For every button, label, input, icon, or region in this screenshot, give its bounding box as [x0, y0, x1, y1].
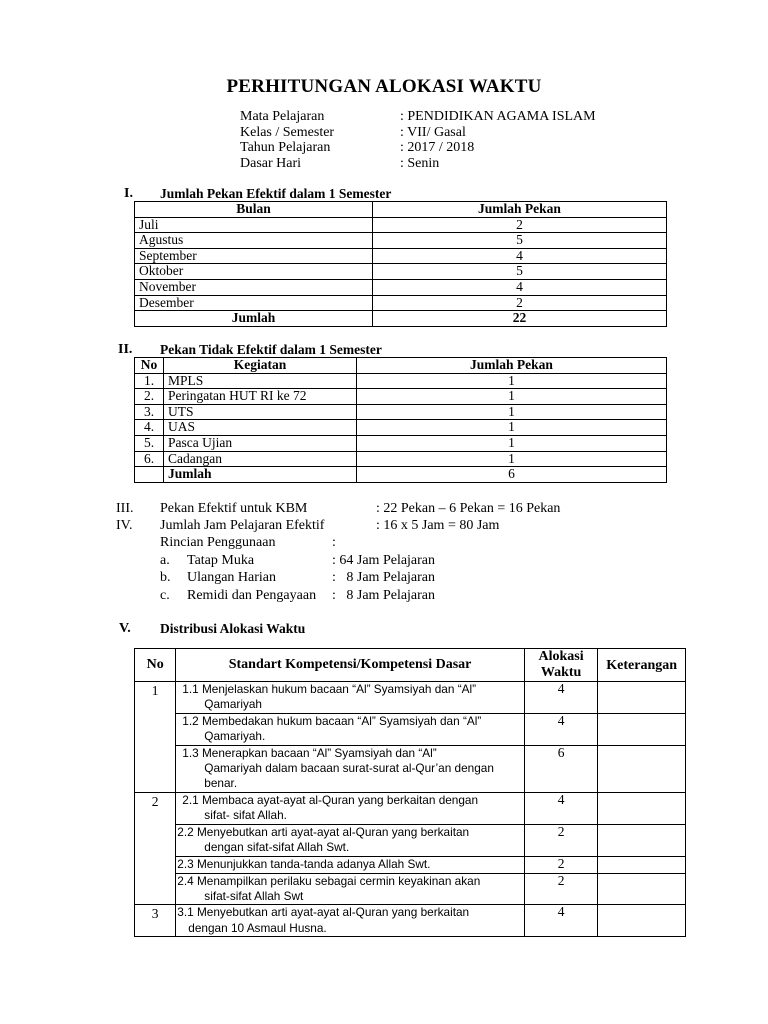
rincian-item-label: Tatap Muka [187, 553, 255, 568]
cell-pekan: 1 [357, 404, 667, 420]
meta-label: Kelas / Semester [240, 124, 335, 140]
header-bulan: Bulan [135, 202, 373, 218]
table-header-row [135, 649, 686, 682]
section-3-value: : 22 Pekan – 6 Pekan = 16 Pekan [376, 501, 561, 516]
header-alokasi [524, 649, 598, 682]
meta-row-dasar-hari [240, 156, 596, 172]
cell-no: 2 [135, 792, 176, 905]
cell-keterangan [598, 682, 686, 714]
cell-no: 2. [135, 389, 164, 405]
table-row [135, 435, 667, 451]
section-1-number: I. [124, 186, 133, 201]
table-row [135, 824, 686, 856]
cell-bulan: Desember [135, 295, 373, 311]
section-5-title: Distribusi Alokasi Waktu [160, 621, 306, 636]
table-row [135, 373, 667, 389]
header-jumlah-pekan: Jumlah Pekan [373, 202, 667, 218]
cell-kd [176, 824, 525, 856]
kd-line1: 2.2 Menyebutkan arti ayat-ayat al-Quran yang berkaitan [177, 824, 470, 839]
cell-alokasi: 4 [524, 905, 598, 937]
cell-pekan: 5 [373, 233, 667, 249]
rincian-item-value: : 64 Jam Pelajaran [332, 553, 436, 568]
cell-alokasi: 4 [524, 792, 598, 824]
rincian-item-label: Remidi dan Pengayaan [187, 588, 317, 603]
rincian-letter: c. [160, 588, 170, 603]
kd-line1: 1.3 Menerapkan bacaan “Al” Syamsiyah dan “Al” [182, 745, 437, 760]
rincian-item-value: : 8 Jam Pelajaran [332, 588, 436, 603]
kd-line1: 3.1 Menyebutkan arti ayat-ayat al-Quran yang berkaitan [177, 905, 470, 920]
kd-line2: dengan sifat-sifat Allah Swt. [204, 840, 350, 855]
section-3-label: Pekan Efektif untuk KBM [160, 501, 308, 516]
section-2-title: Pekan Tidak Efektif dalam 1 Semester [160, 342, 382, 357]
kd-line1: 2.3 Menunjukkan tanda-tanda adanya Allah Swt. [177, 856, 431, 871]
table-row [135, 451, 667, 467]
meta-row-mata-pelajaran [240, 109, 596, 125]
cell-kd [176, 682, 525, 714]
cell-alokasi: 2 [524, 873, 598, 905]
table-row [135, 745, 686, 792]
cell-keterangan [598, 745, 686, 792]
cell-bulan: November [135, 279, 373, 295]
section-1-title: Jumlah Pekan Efektif dalam 1 Semester [160, 186, 392, 201]
section-4-value: : 16 x 5 Jam = 80 Jam [376, 518, 500, 533]
kd-line2: sifat-sifat Allah Swt [204, 889, 304, 904]
cell-alokasi: 2 [524, 824, 598, 856]
table-row [135, 217, 667, 233]
table-row [135, 295, 667, 311]
table-row [135, 279, 667, 295]
kd-line2: Qamariyah dalam bacaan surat-surat al-Qur’an dengan [204, 761, 494, 776]
document-title: PERHITUNGAN ALOKASI WAKTU [226, 76, 542, 97]
meta-label: Tahun Pelajaran [240, 140, 331, 155]
total-value: 6 [357, 467, 667, 483]
section-3-number: III. [116, 501, 134, 516]
section-5-number: V. [119, 621, 131, 636]
cell-empty [135, 467, 164, 483]
total-value: 22 [373, 311, 667, 327]
cell-kegiatan: UTS [164, 404, 357, 420]
rincian-label: Rincian Penggunaan [160, 535, 276, 550]
cell-alokasi: 2 [524, 856, 598, 873]
cell-kd [176, 713, 525, 745]
cell-bulan: Agustus [135, 233, 373, 249]
total-label: Jumlah [135, 311, 373, 327]
table-row [135, 856, 686, 873]
section-4-label: Jumlah Jam Pelajaran Efektif [160, 518, 325, 533]
header-alokasi-line1: Alokasi [538, 649, 584, 664]
cell-kd [176, 873, 525, 905]
section-4-number: IV. [116, 518, 133, 533]
cell-no: 3 [135, 905, 176, 937]
header-no: No [135, 649, 176, 682]
cell-keterangan [598, 713, 686, 745]
table-row [135, 873, 686, 905]
distribusi-table [134, 648, 686, 937]
cell-bulan: Oktober [135, 264, 373, 280]
table-row [135, 682, 686, 714]
meta-row-tahun [240, 140, 596, 156]
cell-no: 3. [135, 404, 164, 420]
table-header-row [135, 358, 667, 374]
rincian-letter: a. [160, 553, 170, 568]
cell-keterangan [598, 792, 686, 824]
document-meta [240, 109, 596, 171]
kd-line2: Qamariyah [204, 697, 262, 712]
cell-kd [176, 856, 525, 873]
table-row [135, 389, 667, 405]
cell-pekan: 4 [373, 279, 667, 295]
cell-kegiatan: Cadangan [164, 451, 357, 467]
table-row [135, 233, 667, 249]
cell-pekan: 2 [373, 295, 667, 311]
kd-line1: 2.1 Membaca ayat-ayat al-Quran yang berkaitan dengan [182, 792, 479, 807]
rincian-colon: : [332, 535, 336, 550]
cell-kegiatan: UAS [164, 420, 357, 436]
meta-value: : Senin [400, 155, 440, 171]
kd-line2: sifat- sifat Allah. [204, 808, 287, 823]
cell-alokasi: 4 [524, 682, 598, 714]
cell-bulan: September [135, 248, 373, 264]
pekan-efektif-table [134, 201, 667, 327]
table-header-row [135, 202, 667, 218]
kd-line3: benar. [204, 776, 238, 791]
rincian-letter: b. [160, 570, 171, 585]
table-row [135, 404, 667, 420]
rincian-item-label: Ulangan Harian [187, 570, 277, 585]
header-no: No [135, 358, 164, 374]
cell-bulan: Juli [135, 217, 373, 233]
cell-pekan: 1 [357, 420, 667, 436]
table-total-row [135, 311, 667, 327]
kd-line1: 2.4 Menampilkan perilaku sebagai cermin keyakinan akan [177, 873, 481, 888]
rincian-item-value: : 8 Jam Pelajaran [332, 570, 436, 585]
cell-kegiatan: Pasca Ujian [164, 435, 357, 451]
meta-value: : 2017 / 2018 [400, 140, 475, 155]
header-sk: Standart Kompetensi/Kompetensi Dasar [176, 649, 525, 682]
total-label: Jumlah [164, 467, 357, 483]
cell-pekan: 2 [373, 217, 667, 233]
cell-pekan: 1 [357, 435, 667, 451]
cell-kd [176, 792, 525, 824]
cell-no: 1. [135, 373, 164, 389]
cell-no: 4. [135, 420, 164, 436]
cell-kegiatan: MPLS [164, 373, 357, 389]
table-row [135, 264, 667, 280]
cell-keterangan [598, 824, 686, 856]
kd-line2: Qamariyah. [204, 729, 266, 744]
kd-line2: dengan 10 Asmaul Husna. [188, 920, 327, 935]
cell-alokasi: 6 [524, 745, 598, 792]
header-keterangan: Keterangan [598, 649, 686, 682]
cell-kd [176, 905, 525, 937]
table-row [135, 905, 686, 937]
meta-label: Mata Pelajaran [240, 109, 325, 124]
meta-value: : VII/ Gasal [400, 124, 466, 140]
table-row [135, 792, 686, 824]
cell-alokasi: 4 [524, 713, 598, 745]
cell-pekan: 1 [357, 389, 667, 405]
header-alokasi-line2: Waktu [540, 665, 582, 680]
cell-keterangan [598, 856, 686, 873]
cell-kegiatan: Peringatan HUT RI ke 72 [164, 389, 357, 405]
cell-no: 5. [135, 435, 164, 451]
table-row [135, 713, 686, 745]
pekan-tidak-efektif-table [134, 357, 667, 483]
cell-pekan: 4 [373, 248, 667, 264]
cell-keterangan [598, 873, 686, 905]
table-row [135, 248, 667, 264]
header-kegiatan: Kegiatan [164, 358, 357, 374]
cell-kd [176, 745, 525, 792]
meta-label: Dasar Hari [240, 155, 302, 171]
kd-line1: 1.1 Menjelaskan hukum bacaan “Al” Syamsiyah dan “Al” [182, 682, 477, 696]
table-row [135, 420, 667, 436]
header-jumlah-pekan: Jumlah Pekan [357, 358, 667, 374]
kd-line1: 1.2 Membedakan hukum bacaan “Al” Syamsiyah dan “Al” [182, 713, 482, 728]
meta-row-kelas [240, 125, 596, 141]
cell-no: 1 [135, 682, 176, 793]
section-2-number: II. [118, 342, 133, 357]
table-total-row [135, 467, 667, 483]
cell-no: 6. [135, 451, 164, 467]
cell-keterangan [598, 905, 686, 937]
cell-pekan: 1 [357, 451, 667, 467]
cell-pekan: 1 [357, 373, 667, 389]
cell-pekan: 5 [373, 264, 667, 280]
meta-value: : PENDIDIKAN AGAMA ISLAM [400, 109, 596, 124]
